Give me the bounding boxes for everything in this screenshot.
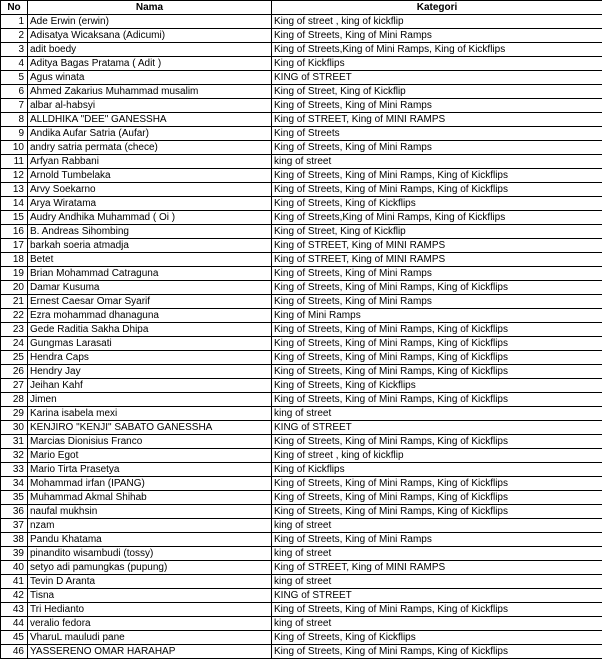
table-row bbox=[1, 169, 602, 183]
table-row bbox=[1, 281, 602, 295]
cell-nama: veralio fedora bbox=[28, 617, 272, 631]
cell-nama: VharuL mauludi pane bbox=[28, 631, 272, 645]
cell-no: 29 bbox=[1, 407, 28, 421]
cell-kategori: King of Streets,King of Mini Ramps, King of Kickflips bbox=[272, 211, 602, 225]
cell-no: 44 bbox=[1, 617, 28, 631]
table-row bbox=[1, 519, 602, 533]
cell-kategori: King of Streets, King of Mini Ramps, King of Kickflips bbox=[272, 183, 602, 197]
cell-kategori: King of Streets, King of Mini Ramps bbox=[272, 141, 602, 155]
table-row bbox=[1, 379, 602, 393]
cell-nama: Mario Tirta Prasetya bbox=[28, 463, 272, 477]
cell-nama: adit boedy bbox=[28, 43, 272, 57]
cell-no: 34 bbox=[1, 477, 28, 491]
cell-no: 2 bbox=[1, 29, 28, 43]
cell-no: 31 bbox=[1, 435, 28, 449]
cell-no: 12 bbox=[1, 169, 28, 183]
cell-kategori: King of Streets, King of Mini Ramps bbox=[272, 295, 602, 309]
cell-kategori: King of Street, King of Kickflip bbox=[272, 225, 602, 239]
cell-no: 43 bbox=[1, 603, 28, 617]
cell-kategori: King of Streets, King of Mini Ramps bbox=[272, 29, 602, 43]
cell-nama: Brian Mohammad Catraguna bbox=[28, 267, 272, 281]
cell-kategori: King of Streets, King of Mini Ramps, King of Kickflips bbox=[272, 337, 602, 351]
cell-kategori: King of Streets, King of Mini Ramps, King of Kickflips bbox=[272, 281, 602, 295]
cell-no: 33 bbox=[1, 463, 28, 477]
table-row bbox=[1, 57, 602, 71]
table-row bbox=[1, 603, 602, 617]
cell-no: 38 bbox=[1, 533, 28, 547]
cell-no: 36 bbox=[1, 505, 28, 519]
cell-no: 39 bbox=[1, 547, 28, 561]
cell-nama: Ade Erwin (erwin) bbox=[28, 15, 272, 29]
cell-kategori: King of Streets, King of Mini Ramps bbox=[272, 267, 602, 281]
cell-kategori: King of STREET, King of MINI RAMPS bbox=[272, 239, 602, 253]
table-row bbox=[1, 197, 602, 211]
table-row bbox=[1, 29, 602, 43]
cell-kategori: king of street bbox=[272, 407, 602, 421]
table-row bbox=[1, 225, 602, 239]
cell-no: 28 bbox=[1, 393, 28, 407]
cell-no: 13 bbox=[1, 183, 28, 197]
cell-no: 27 bbox=[1, 379, 28, 393]
header-no: No bbox=[1, 1, 28, 15]
cell-nama: KENJIRO "KENJI" SABATO GANESSHA bbox=[28, 421, 272, 435]
table-row bbox=[1, 491, 602, 505]
table-row bbox=[1, 323, 602, 337]
cell-nama: Aditya Bagas Pratama ( Adit ) bbox=[28, 57, 272, 71]
table-row bbox=[1, 267, 602, 281]
table-row bbox=[1, 113, 602, 127]
table-row bbox=[1, 533, 602, 547]
table-row bbox=[1, 421, 602, 435]
header-row bbox=[1, 1, 602, 15]
cell-nama: setyo adi pamungkas (pupung) bbox=[28, 561, 272, 575]
cell-nama: albar al-habsyi bbox=[28, 99, 272, 113]
cell-kategori: KING of STREET bbox=[272, 421, 602, 435]
cell-no: 40 bbox=[1, 561, 28, 575]
cell-nama: Gede Raditia Sakha Dhipa bbox=[28, 323, 272, 337]
table-row bbox=[1, 309, 602, 323]
cell-kategori: King of STREET, King of MINI RAMPS bbox=[272, 561, 602, 575]
cell-no: 20 bbox=[1, 281, 28, 295]
cell-nama: Muhammad Akmal Shihab bbox=[28, 491, 272, 505]
cell-no: 4 bbox=[1, 57, 28, 71]
cell-kategori: King of Streets, King of Mini Ramps, King of Kickflips bbox=[272, 491, 602, 505]
cell-no: 9 bbox=[1, 127, 28, 141]
table-row bbox=[1, 477, 602, 491]
cell-kategori: king of street bbox=[272, 155, 602, 169]
cell-nama: Tevin D Aranta bbox=[28, 575, 272, 589]
cell-kategori: King of Streets,King of Mini Ramps, King of Kickflips bbox=[272, 43, 602, 57]
table-row bbox=[1, 617, 602, 631]
cell-no: 25 bbox=[1, 351, 28, 365]
cell-nama: Adisatya Wicaksana (Adicumi) bbox=[28, 29, 272, 43]
cell-no: 8 bbox=[1, 113, 28, 127]
cell-nama: Ernest Caesar Omar Syarif bbox=[28, 295, 272, 309]
cell-kategori: King of Kickflips bbox=[272, 57, 602, 71]
cell-kategori: King of Streets, King of Mini Ramps, King of Kickflips bbox=[272, 477, 602, 491]
cell-nama: Audry Andhika Muhammad ( Oi ) bbox=[28, 211, 272, 225]
table-row bbox=[1, 463, 602, 477]
cell-nama: Karina isabela mexi bbox=[28, 407, 272, 421]
table-row bbox=[1, 337, 602, 351]
cell-nama: Jeihan Kahf bbox=[28, 379, 272, 393]
cell-no: 42 bbox=[1, 589, 28, 603]
cell-nama: Jimen bbox=[28, 393, 272, 407]
table-row bbox=[1, 631, 602, 645]
cell-kategori: King of Streets, King of Mini Ramps, King of Kickflips bbox=[272, 365, 602, 379]
cell-kategori: King of STREET, King of MINI RAMPS bbox=[272, 113, 602, 127]
cell-kategori: King of street , king of kickflip bbox=[272, 15, 602, 29]
cell-no: 3 bbox=[1, 43, 28, 57]
table-row bbox=[1, 239, 602, 253]
cell-no: 14 bbox=[1, 197, 28, 211]
cell-kategori: King of Streets, King of Mini Ramps, King of Kickflips bbox=[272, 351, 602, 365]
cell-kategori: KING of STREET bbox=[272, 589, 602, 603]
cell-no: 17 bbox=[1, 239, 28, 253]
cell-kategori: King of Streets bbox=[272, 127, 602, 141]
cell-kategori: king of street bbox=[272, 617, 602, 631]
table-row bbox=[1, 141, 602, 155]
cell-kategori: King of Streets, King of Mini Ramps, King of Kickflips bbox=[272, 505, 602, 519]
cell-nama: Tisna bbox=[28, 589, 272, 603]
cell-no: 18 bbox=[1, 253, 28, 267]
cell-nama: Arvy Soekarno bbox=[28, 183, 272, 197]
cell-kategori: King of street , king of kickflip bbox=[272, 449, 602, 463]
cell-nama: Mohammad irfan (IPANG) bbox=[28, 477, 272, 491]
table-row bbox=[1, 575, 602, 589]
cell-no: 1 bbox=[1, 15, 28, 29]
table-row bbox=[1, 393, 602, 407]
cell-kategori: King of Streets, King of Mini Ramps, King of Kickflips bbox=[272, 169, 602, 183]
cell-no: 21 bbox=[1, 295, 28, 309]
table-row bbox=[1, 435, 602, 449]
cell-nama: Hendry Jay bbox=[28, 365, 272, 379]
table-row bbox=[1, 365, 602, 379]
cell-kategori: King of Streets, King of Mini Ramps, King of Kickflips bbox=[272, 645, 602, 659]
table-row bbox=[1, 127, 602, 141]
table-row bbox=[1, 547, 602, 561]
cell-no: 32 bbox=[1, 449, 28, 463]
table-row bbox=[1, 71, 602, 85]
table-row bbox=[1, 183, 602, 197]
cell-no: 22 bbox=[1, 309, 28, 323]
table-row bbox=[1, 645, 602, 659]
cell-kategori: King of Streets, King of Mini Ramps, King of Kickflips bbox=[272, 435, 602, 449]
cell-nama: Hendra Caps bbox=[28, 351, 272, 365]
cell-nama: Marcias Dionisius Franco bbox=[28, 435, 272, 449]
cell-nama: Ahmed Zakarius Muhammad musalim bbox=[28, 85, 272, 99]
cell-no: 24 bbox=[1, 337, 28, 351]
table-row bbox=[1, 351, 602, 365]
cell-no: 7 bbox=[1, 99, 28, 113]
cell-kategori: King of Streets, King of Kickflips bbox=[272, 197, 602, 211]
cell-no: 10 bbox=[1, 141, 28, 155]
table-row bbox=[1, 211, 602, 225]
table-row bbox=[1, 15, 602, 29]
cell-nama: Arfyan Rabbani bbox=[28, 155, 272, 169]
cell-kategori: King of Kickflips bbox=[272, 463, 602, 477]
table-row bbox=[1, 99, 602, 113]
cell-nama: Mario Egot bbox=[28, 449, 272, 463]
table-row bbox=[1, 449, 602, 463]
cell-kategori: King of STREET, King of MINI RAMPS bbox=[272, 253, 602, 267]
cell-nama: Tri Hedianto bbox=[28, 603, 272, 617]
cell-no: 15 bbox=[1, 211, 28, 225]
cell-nama: YASSERENO OMAR HARAHAP bbox=[28, 645, 272, 659]
cell-no: 6 bbox=[1, 85, 28, 99]
cell-no: 19 bbox=[1, 267, 28, 281]
cell-kategori: King of Streets, King of Mini Ramps, King of Kickflips bbox=[272, 393, 602, 407]
header-nama: Nama bbox=[28, 1, 272, 15]
cell-kategori: King of Streets, King of Kickflips bbox=[272, 379, 602, 393]
cell-nama: andry satria permata (chece) bbox=[28, 141, 272, 155]
cell-no: 11 bbox=[1, 155, 28, 169]
table-row bbox=[1, 85, 602, 99]
cell-kategori: King of Streets, King of Mini Ramps bbox=[272, 99, 602, 113]
cell-nama: B. Andreas Sihombing bbox=[28, 225, 272, 239]
table-row bbox=[1, 253, 602, 267]
cell-no: 16 bbox=[1, 225, 28, 239]
cell-nama: Gungmas Larasati bbox=[28, 337, 272, 351]
cell-nama: ALLDHIKA "DEE" GANESSHA bbox=[28, 113, 272, 127]
cell-kategori: KING of STREET bbox=[272, 71, 602, 85]
cell-nama: pinandito wisambudi (tossy) bbox=[28, 547, 272, 561]
cell-kategori: King of Street, King of Kickflip bbox=[272, 85, 602, 99]
cell-no: 46 bbox=[1, 645, 28, 659]
cell-kategori: King of Streets, King of Mini Ramps, King of Kickflips bbox=[272, 603, 602, 617]
cell-no: 37 bbox=[1, 519, 28, 533]
table-row bbox=[1, 561, 602, 575]
cell-nama: Agus winata bbox=[28, 71, 272, 85]
cell-nama: Andika Aufar Satria (Aufar) bbox=[28, 127, 272, 141]
table-row bbox=[1, 589, 602, 603]
cell-no: 23 bbox=[1, 323, 28, 337]
cell-nama: Ezra mohammad dhanaguna bbox=[28, 309, 272, 323]
cell-no: 26 bbox=[1, 365, 28, 379]
cell-kategori: King of Mini Ramps bbox=[272, 309, 602, 323]
table-row bbox=[1, 43, 602, 57]
cell-nama: Arnold Tumbelaka bbox=[28, 169, 272, 183]
cell-nama: nzam bbox=[28, 519, 272, 533]
cell-nama: barkah soeria atmadja bbox=[28, 239, 272, 253]
cell-kategori: king of street bbox=[272, 547, 602, 561]
cell-kategori: king of street bbox=[272, 519, 602, 533]
cell-no: 5 bbox=[1, 71, 28, 85]
cell-nama: Betet bbox=[28, 253, 272, 267]
cell-no: 45 bbox=[1, 631, 28, 645]
table-row bbox=[1, 295, 602, 309]
cell-no: 30 bbox=[1, 421, 28, 435]
cell-no: 41 bbox=[1, 575, 28, 589]
cell-kategori: king of street bbox=[272, 575, 602, 589]
cell-kategori: King of Streets, King of Kickflips bbox=[272, 631, 602, 645]
cell-nama: Pandu Khatama bbox=[28, 533, 272, 547]
cell-kategori: King of Streets, King of Mini Ramps, King of Kickflips bbox=[272, 323, 602, 337]
cell-nama: naufal mukhsin bbox=[28, 505, 272, 519]
header-kategori: Kategori bbox=[272, 1, 602, 15]
table-row bbox=[1, 407, 602, 421]
table-row bbox=[1, 155, 602, 169]
table-row bbox=[1, 505, 602, 519]
cell-kategori: King of Streets, King of Mini Ramps bbox=[272, 533, 602, 547]
cell-no: 35 bbox=[1, 491, 28, 505]
cell-nama: Arya Wiratama bbox=[28, 197, 272, 211]
cell-nama: Damar Kusuma bbox=[28, 281, 272, 295]
